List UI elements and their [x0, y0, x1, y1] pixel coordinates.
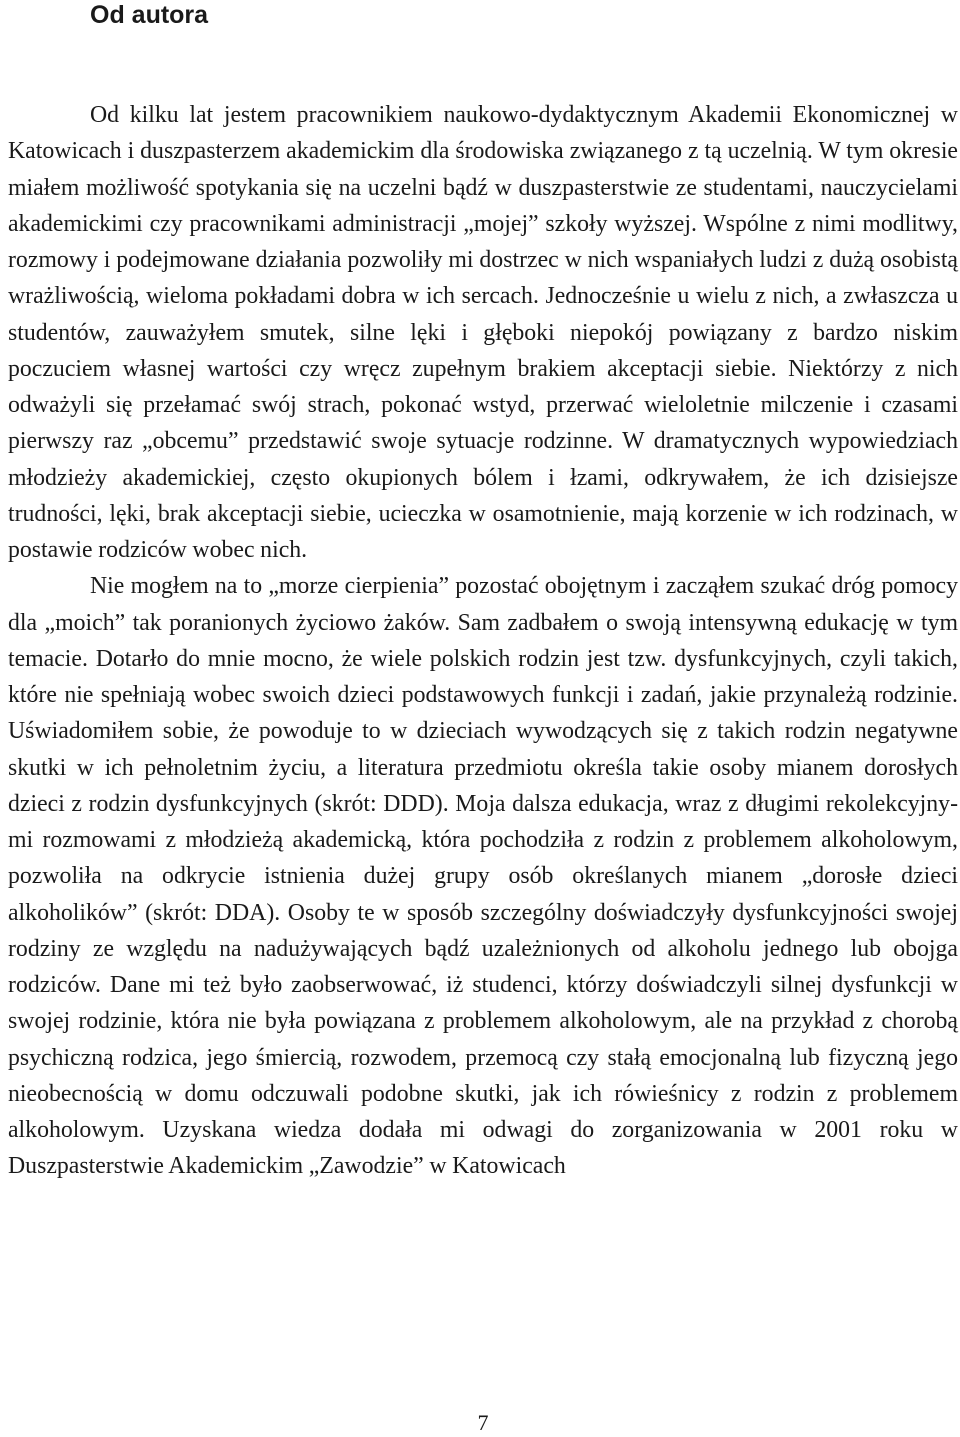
paragraph-1: Od kilku lat jestem pracownikiem naukowo-dydaktycznym Akademii Ekonomicznej w Katowicach i duszpasterzem akademickim dla środowiska związanego z tą uczelnią. W tym okresie miałem możliwość spotykania się na uczelni bądź w duszpasterstwie ze studentami, nauczycielami akademickimi czy pracownikami administracji „mojej” szkoły wyższej. Wspólne z nimi modlitwy, rozmowy i podejmowane działania pozwoliły mi dostrzec w nich wspaniałych ludzi z dużą osobistą wrażliwością, wieloma pokładami dobra w ich sercach. Jednocześnie u wielu z nich, a zwłaszcza u studentów, zauważyłem smutek, silne lęki i głęboki niepokój powiązany z bardzo niskim poczuciem własnej wartości czy wręcz zupełnym brakiem akceptacji siebie. Niektórzy z nich odważyli się przełamać swój strach, pokonać wstyd, przerwać wieloletnie milczenie i czasami pierwszy raz „obcemu” przedstawić swoje sytuacje rodzinne. W dramatycznych wypowiedziach młodzieży akademickiej, często okupionych bólem i łzami, odkrywałem, że ich dzisiejsze trudności, lęki, brak akceptacji siebie, ucieczka w osamotnienie, mają korzenie w ich rodzinach, w postawie rodziców wobec nich.: [8, 102, 958, 563]
chapter-heading: Od autora: [90, 1, 209, 29]
book-page: [8, 0, 958, 1437]
body-text: [8, 97, 958, 1185]
paragraph-2: Nie mogłem na to „morze cierpienia” pozostać obojętnym i zacząłem szukać dróg pomocy dla „moich” tak poranionych życiowo żaków. Sam zadbałem o swoją intensywną edukację w tym temacie. Dotarło do mnie mocno, że wiele polskich rodzin jest tzw. dysfunkcyjnych, czyli takich, które nie spełniają wobec swoich dzieci podstawowych funkcji i zadań, jakie przynależą rodzinie. Uświadomiłem sobie, że powoduje to w dzieciach wywodzących się z takich rodzin negatywne skutki w ich pełnoletnim życiu, a literatura przedmiotu określa takie osoby mianem dorosłych dzieci z rodzin dysfunkcyjnych (skrót: DDD). Moja dalsza edukacja, wraz z długimi rekolekcyjnymi rozmowami z młodzieżą akademicką, która pochodziła z rodzin z problemem alkoholowym, pozwoliła na odkrycie istnienia dużej grupy osób określanych mianem „dorosłe dzieci alkoholików” (skrót: DDA). Osoby te w sposób szczególny doświadczyły dysfunkcyjności swojej rodziny ze względu na nadużywających bądź uzależnionych od alkoholu jednego lub obojga rodziców. Dane mi też było zaobserwować, iż studenci, którzy doświadczyli silnej dysfunkcji w swojej rodzinie, która nie była powiązana z problemem alkoholowym, ale na przykład z chorobą psychiczną rodzica, jego śmiercią, rozwodem, przemocą czy stałą emocjonalną lub fizyczną jego nieobecnością w domu odczuwali podobne skutki, jak ich rówieśnicy z rodzin z problemem alkoholowym. Uzyskana wiedza dodała mi odwagi do zorganizowania w 2001 roku w Duszpasterstwie Akademickim „Zawodzie” w Katowicach: [8, 573, 958, 1180]
page-number: 7: [477, 1410, 489, 1435]
